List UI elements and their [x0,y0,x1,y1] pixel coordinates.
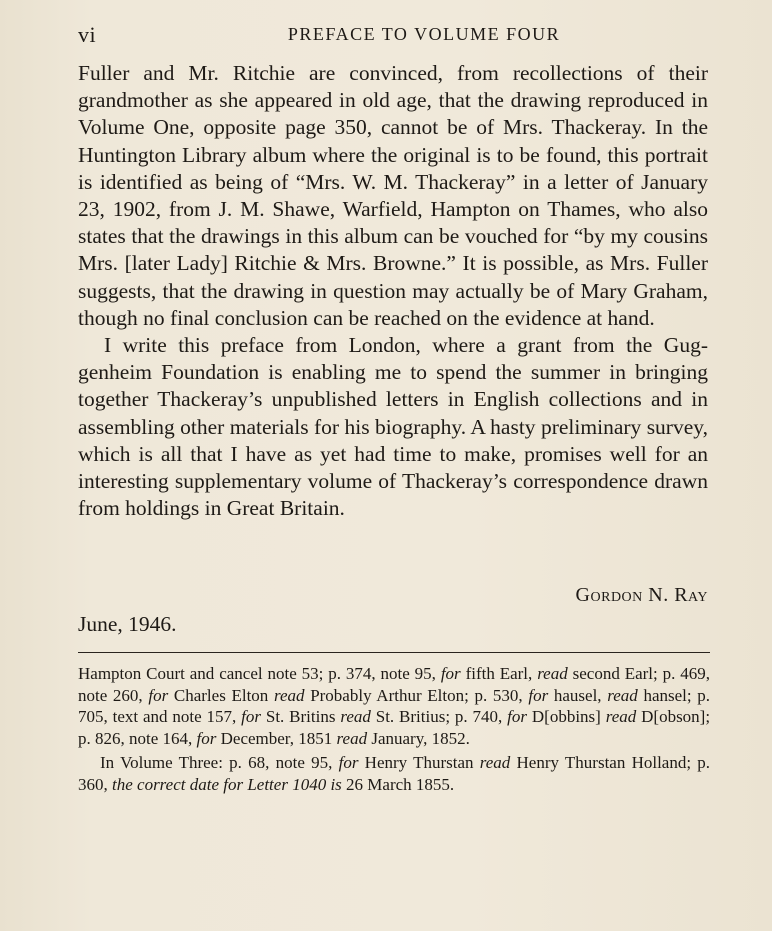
note-text: fifth Earl, [465,664,533,683]
note-italic: read [607,685,638,705]
note-text: St. Britius; p. 740, [375,707,503,726]
page-number: vi [78,22,97,47]
note-text: Charles Elton [173,685,269,705]
note-italic: read [605,707,637,726]
dateline: June, 1946. [78,612,177,636]
preface-body [78,60,708,522]
note-text: hausel, [553,685,602,705]
page-header [78,22,710,52]
note-italic: read [273,685,305,705]
note-italic: for [440,664,461,683]
paragraph-portrait: Fuller and Mr. Ritchie are convinced, from recollections of their grandmother as she appeared in old age, that the drawing reproduced in Volume One, opposite page 350, cannot be of Mrs. Thackeray. In the Huntington Library album where the original is to be found, this portrait is identified as being of “Mrs. W. M. Thackeray” in a letter of January 23, 1902, from J. M. Shawe, Warfield, Hampton on Thames, who also states that the drawings in this album can be vouched for “by my cousins Mrs. [later Lady] Ritchie & Mrs. Browne.” It is possible, as Mrs. Fuller suggests, that the drawing in question may actually be of Mary Graham, though no final conclusion can be reached on the evidence at hand. [78,61,708,330]
running-head: PREFACE TO VOLUME FOUR [287,24,561,44]
footnote-rule [78,652,710,653]
note-text: Probably Arthur Elton; p. 530, [310,685,523,705]
note-text: Henry Thurstan [364,753,474,772]
note-text: hansel; p. 705, text and note 157, [78,685,711,726]
note-italic: read [336,728,368,748]
note-italic: for [196,728,217,748]
show-through-texture [78,800,710,920]
note-italic: read [340,707,371,726]
note-text: Henry Thurstan Holland; p. 360, [78,753,711,794]
note-italic: for [241,707,261,726]
note-italic: the correct date for Letter 1040 is [112,774,342,794]
note-text: D[obbins] [531,707,601,726]
note-italic: for [148,685,169,705]
note-text: 26 March 1855. [346,774,455,794]
paragraph-london: I write this preface from London, where a grant from the Guggenheim Foundation is enabling me to spend the summer in bringing together Thackeray’s unpublished letters in English collections and in assembling other materials for his biography. A hasty preliminary survey, which is all that I have as yet had time to make, promises well for an interesting supplementary volume of Thackeray’s correspondence drawn from holdings in Great Britain. [78,333,708,521]
footnote-corrections [78,663,710,749]
footnotes [78,663,710,795]
note-italic: for [507,707,528,726]
note-italic: read [537,664,568,683]
note-text: St. Britins [265,707,336,726]
footnote-volume-three [78,752,710,795]
note-text: December, 1851 [220,728,333,748]
note-text: Hampton Court and cancel note 53; p. 374, note 95, [78,664,436,683]
note-text: In Volume Three: p. 68, note 95, [100,753,333,772]
note-text: second Earl; p. 469, note 260, [78,664,711,705]
note-italic: read [479,753,511,772]
note-text: D[obson]; p. 826, note 164, [78,707,711,748]
note-italic: for [528,685,549,705]
author-signature: Gordon N. Ray [575,584,708,606]
note-text: January, 1852. [371,728,470,748]
note-italic: for [338,753,359,772]
